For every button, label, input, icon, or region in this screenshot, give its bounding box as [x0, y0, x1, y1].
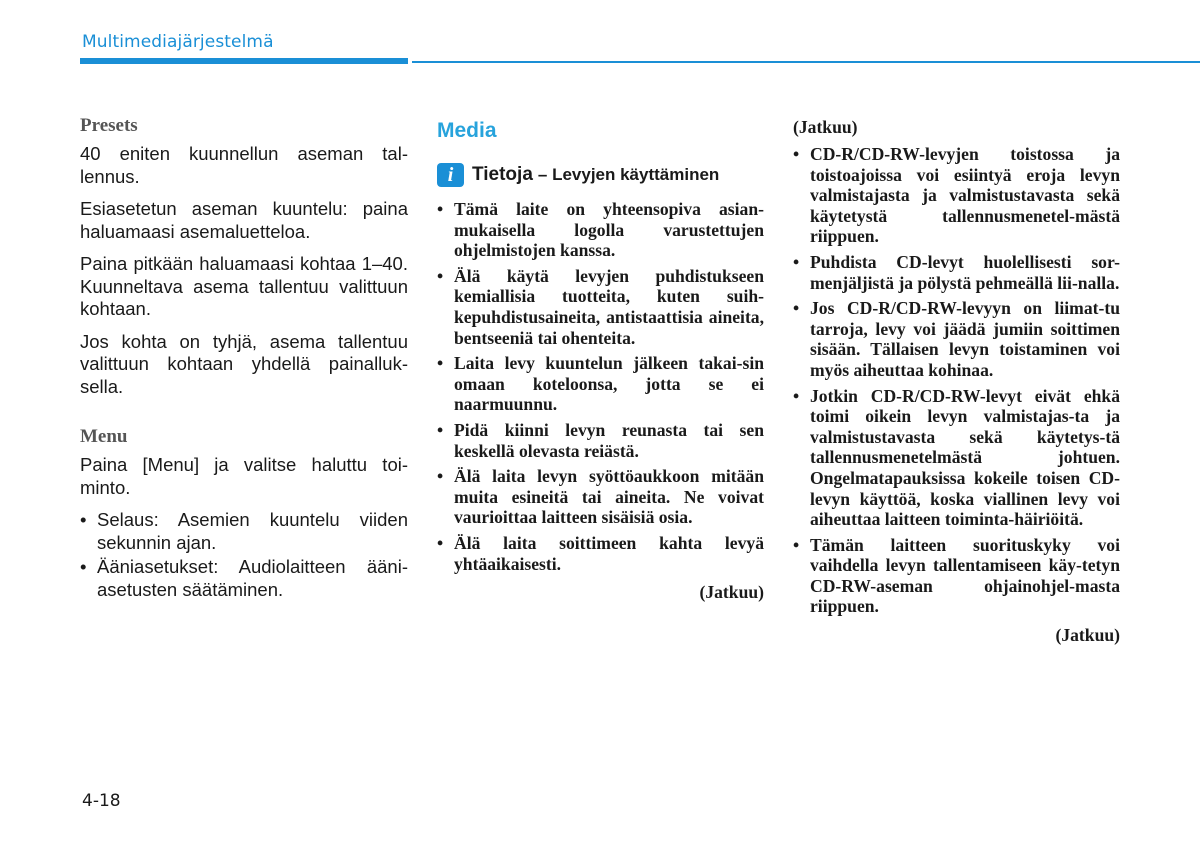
menu-bullet-list: [80, 509, 408, 601]
list-item: • Jotkin CD-R/CD-RW-levyt eivät ehkä toimi oikein levyn valmistajas-ta ja valmistustavasta sekä käytetys-tä tallennusmenetelmästä johtuen. Ongelmatapauksissa kokeile toisen CD-levyn käyttöä, koska viallinen levy voi aiheuttaa laitteen toiminta-häiriöitä.: [793, 386, 1120, 530]
continued-top-label: (Jatkuu): [793, 117, 858, 137]
list-item: • Älä laita soittimeen kahta levyä yhtäaikaisesti.: [437, 533, 764, 574]
presets-paragraph: Paina pitkään haluamaasi kohtaa 1–40. Kuunneltava asema tallentuu valittuun kohtaan.: [80, 253, 408, 319]
list-item: • Älä laita levyn syöttöaukkoon mitään muita esineitä tai aineita. Ne voivat vaurioittaa laitteen sisäisiä osia.: [437, 466, 764, 528]
menu-heading: Menu: [80, 426, 128, 447]
media-section-title: Media: [437, 119, 497, 142]
page-number: 4-18: [82, 791, 121, 811]
presets-paragraph: Jos kohta on tyhjä, asema tallentuu valittuun kohtaan yhdellä painalluk-sella.: [80, 330, 408, 397]
list-item: • Tämän laitteen suorituskyky voi vaihdella levyn tallentamiseen käy-tetyn CD-RW-aseman ohjainohjel-masta riippuen.: [793, 535, 1120, 617]
continued-label: (Jatkuu): [699, 582, 764, 603]
left-column: [80, 115, 408, 603]
continued-bottom-label: (Jatkuu): [1055, 625, 1120, 646]
presets-heading: Presets: [80, 115, 138, 136]
header-rule-thin: [412, 61, 1200, 63]
list-item: • Selaus: Asemien kuuntelu viiden sekunnin ajan.: [80, 509, 408, 554]
presets-paragraph: Esiasetetun aseman kuuntelu: paina haluamaasi asemaluetteloa.: [80, 198, 408, 242]
list-item: • Ääniasetukset: Audiolaitteen ääni-asetusten säätäminen.: [80, 556, 408, 601]
header-rule-thick: [80, 58, 408, 64]
presets-paragraph: 40 eniten kuunnellun aseman tal-lennus.: [80, 143, 408, 187]
list-item: • Laita levy kuuntelun jälkeen takai-sin omaan koteloonsa, jotta se ei naarmuunnu.: [437, 353, 764, 415]
page-header-title: Multimediajärjestelmä: [82, 32, 274, 52]
list-item: • Älä käytä levyjen puhdistukseen kemiallisia tuotteita, kuten suih-kepuhdistusaineita, antistaattisia aineita, bentseeniä tai ohenteita.: [437, 266, 764, 348]
info-heading: [437, 163, 764, 187]
list-item: • CD-R/CD-RW-levyjen toistossa ja toistoajoissa voi esiintyä eroja levyn valmistajasta ja valmistustavasta sekä käytetystä tallennusmenetel-mästä riippuen.: [793, 144, 1120, 247]
media-bullet-list: [437, 199, 764, 574]
middle-column: [437, 115, 764, 603]
list-item: • Pidä kiinni levyn reunasta tai sen keskellä olevasta reiästä.: [437, 420, 764, 461]
info-heading-sub: – Levyjen käyttäminen: [537, 165, 720, 184]
right-column: [793, 115, 1120, 646]
cd-bullet-list: [793, 144, 1120, 617]
menu-paragraph: Paina [Menu] ja valitse haluttu toi-minto.: [80, 454, 408, 498]
list-item: • Tämä laite on yhteensopiva asian-mukaisella logolla varustettujen ohjelmistojen kanssa.: [437, 199, 764, 261]
info-heading-main: Tietoja: [472, 164, 533, 185]
list-item: • Puhdista CD-levyt huolellisesti sor-menjäljistä ja pölystä pehmeällä lii-nalla.: [793, 252, 1120, 293]
list-item: • Jos CD-R/CD-RW-levyyn on liimat-tu tarroja, levy voi jäädä jumiin soittimen sisään. Tällaisen levyn toistaminen voi myös aiheuttaa kohinaa.: [793, 298, 1120, 380]
info-icon: i: [437, 163, 464, 187]
